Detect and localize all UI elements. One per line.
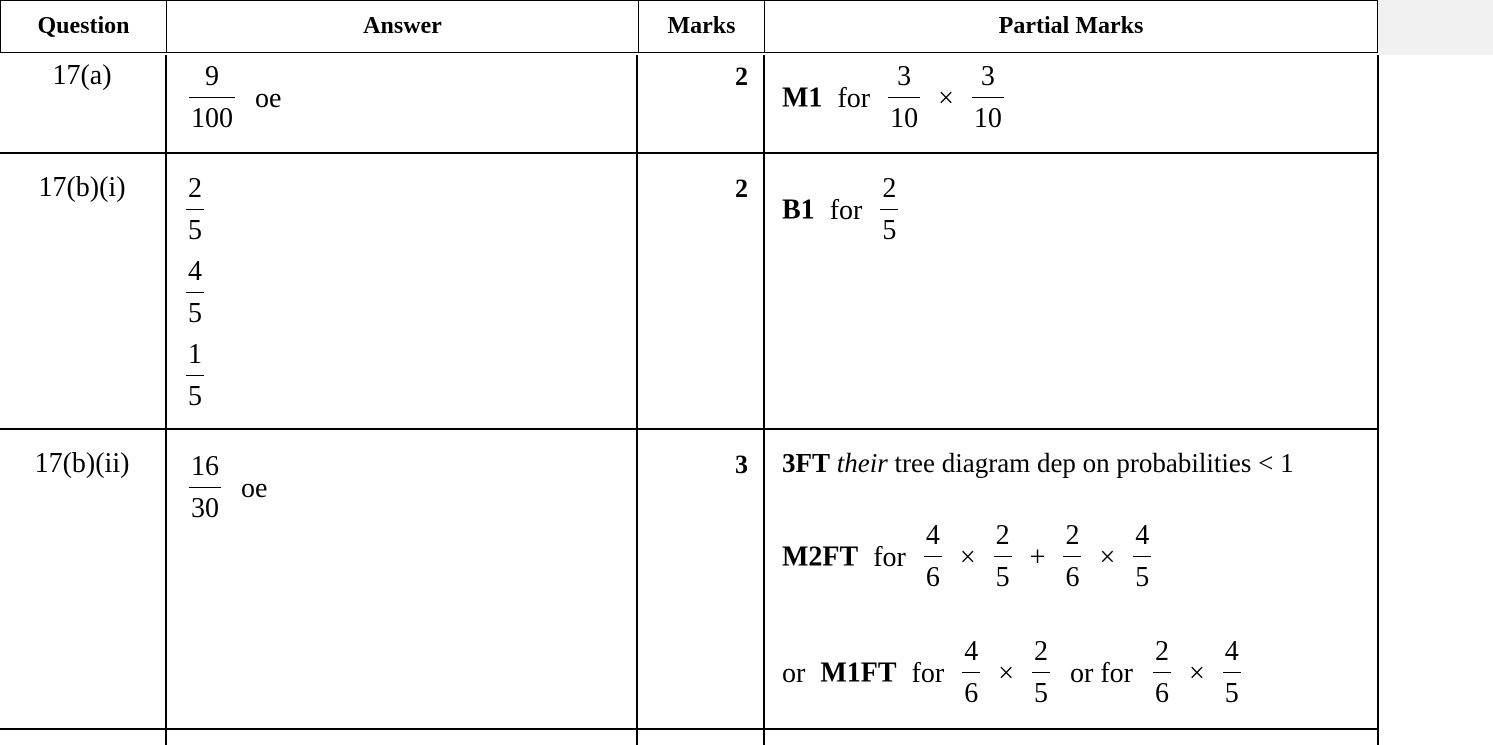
row-divider — [0, 428, 1378, 430]
column-divider — [763, 55, 765, 745]
partial-marks-line-2 — [782, 521, 1154, 594]
fraction: $\frac{4}{5}$ — [188, 256, 202, 330]
fraction: $\frac{4}{5}$ — [1224, 636, 1239, 710]
plus-operator: + — [1029, 541, 1046, 573]
fraction: $\frac{3}{10}$ — [890, 61, 919, 135]
or-for-text: or for — [1070, 657, 1133, 689]
column-divider — [165, 55, 167, 745]
or-text: or — [782, 657, 806, 689]
fraction: $\frac{16}{30}$ — [191, 451, 219, 525]
question-number: 17(a) — [52, 60, 112, 91]
answer-suffix: oe — [255, 82, 282, 114]
fraction: $\frac{9}{100}$ — [191, 61, 233, 135]
italic-text: their — [836, 448, 888, 478]
row-divider — [0, 152, 1378, 154]
partial-marks-line-1 — [782, 450, 1294, 477]
fraction: $\frac{4}{6}$ — [925, 520, 940, 594]
header-question: Question — [0, 0, 166, 53]
fraction: $\frac{2}{6}$ — [1065, 520, 1080, 594]
times-operator: × — [959, 541, 976, 573]
description-text: tree diagram dep on probabilities < 1 — [894, 448, 1294, 478]
row-divider — [0, 728, 1378, 730]
column-divider — [1377, 55, 1379, 745]
marks-value: 3 — [735, 450, 748, 479]
partial-marks-cell — [782, 62, 1007, 135]
question-number: 17(b)(ii) — [34, 448, 130, 479]
partial-marks-cell — [782, 174, 901, 247]
fraction: $\frac{3}{10}$ — [973, 61, 1002, 135]
answer-cell — [186, 62, 281, 135]
mark-code: B1 — [782, 194, 815, 226]
times-operator: × — [938, 82, 954, 114]
for-text: for — [837, 82, 871, 114]
mark-code: 3FT — [782, 448, 831, 478]
header-partial-marks: Partial Marks — [764, 0, 1378, 53]
for-text: for — [829, 194, 863, 226]
fraction: $\frac{2}{5}$ — [882, 173, 897, 247]
answer-cell — [186, 452, 267, 525]
fraction: $\frac{2}{6}$ — [1154, 636, 1169, 710]
marks-value: 2 — [735, 174, 748, 203]
column-divider — [636, 55, 638, 745]
header-answer: Answer — [166, 0, 638, 53]
for-text: for — [911, 657, 945, 689]
fraction: $\frac{4}{5}$ — [1135, 520, 1150, 594]
header-marks: Marks — [638, 0, 764, 53]
marks-value: 2 — [735, 62, 748, 91]
fraction: $\frac{1}{5}$ — [188, 339, 202, 413]
times-operator: × — [1099, 541, 1116, 573]
question-number: 17(b)(i) — [38, 172, 126, 203]
answer-cell — [186, 174, 204, 423]
mark-code: M2FT — [782, 541, 859, 573]
mark-code: M1 — [782, 82, 823, 114]
page-background-strip — [1378, 0, 1493, 55]
fraction: $\frac{2}{5}$ — [188, 173, 202, 247]
partial-marks-line-3 — [782, 637, 1244, 710]
for-text: for — [873, 541, 906, 573]
mark-code: M1FT — [820, 657, 897, 689]
answer-suffix: oe — [241, 472, 268, 504]
fraction: $\frac{4}{6}$ — [964, 636, 979, 710]
times-operator: × — [998, 657, 1014, 689]
fraction: $\frac{2}{5}$ — [995, 520, 1010, 594]
fraction: $\frac{2}{5}$ — [1034, 636, 1048, 710]
times-operator: × — [1188, 657, 1205, 689]
